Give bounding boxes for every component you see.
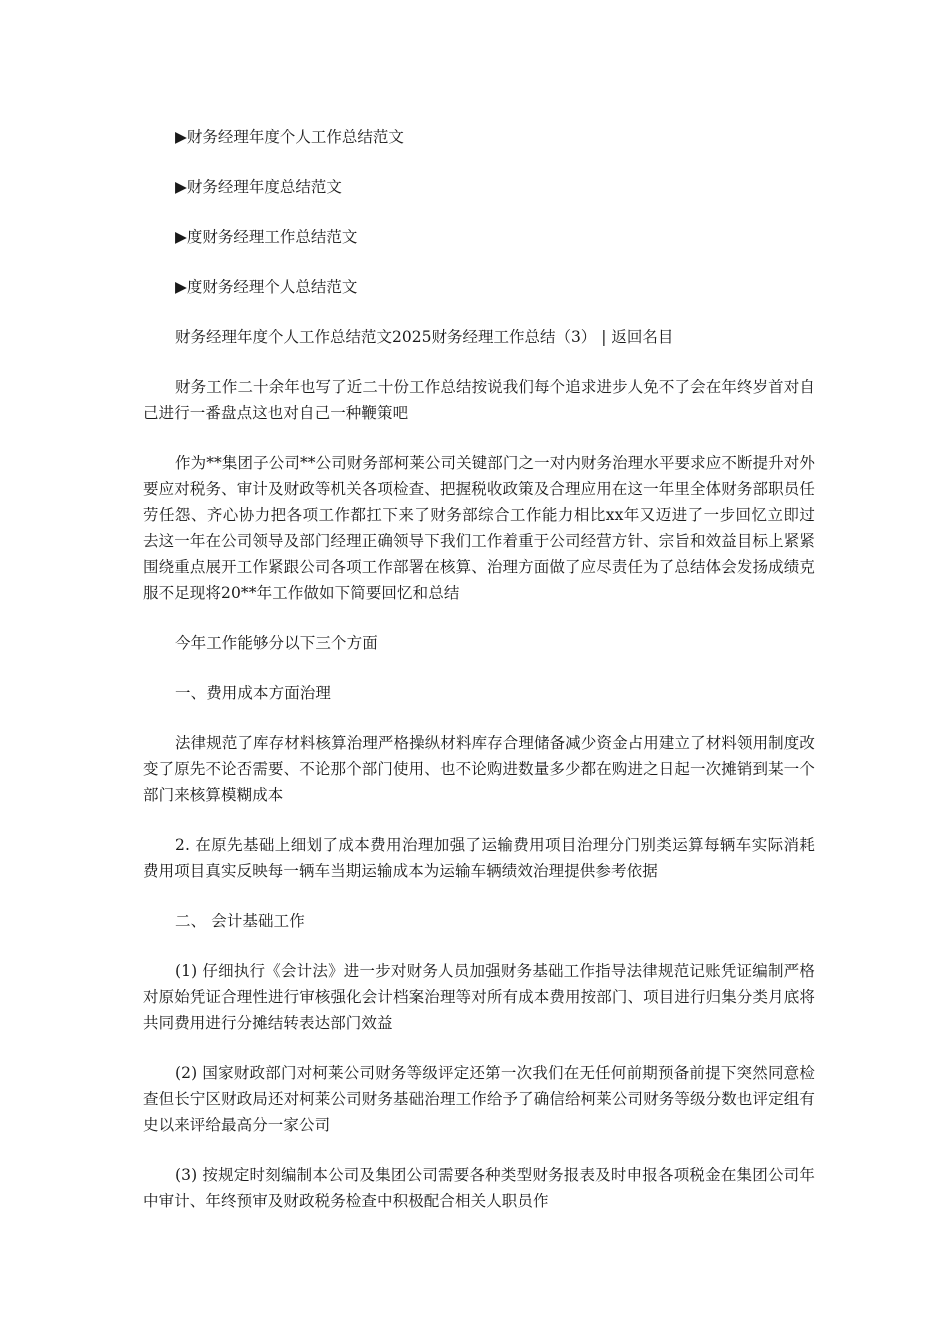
related-link[interactable]: ▶财务经理年度总结范文 xyxy=(175,178,342,196)
paragraph: 财务工作二十余年也写了近二十份工作总结按说我们每个追求进步人免不了会在年终岁首对自己进行一番盘点这也对自己一种鞭策吧 xyxy=(143,378,815,422)
paragraph: (2) 国家财政部门对柯莱公司财务等级评定还第一次我们在无任何前期预备前提下突然同意检查但长宁区财政局还对柯莱公司财务基础治理工作给予了确信给柯莱公司财务等级分数也评定组有史以来评给最高分一家公司 xyxy=(143,1064,815,1134)
related-link[interactable]: ▶度财务经理个人总结范文 xyxy=(175,278,358,296)
paragraph: 作为**集团子公司**公司财务部柯莱公司关键部门之一对内财务治理水平要求应不断提升对外要应对税务、审计及财政等机关各项检查、把握税收政策及合理应用在这一年里全体财务部职员任劳任怨、齐心协力把各项工作都扛下来了财务部综合工作能力相比xx年又迈进了一步回忆立即过去这一年在公司领导及部门经理正确领导下我们工作着重于公司经营方针、宗旨和效益目标上紧紧围绕重点展开工作紧跟公司各项工作部署在核算、治理方面做了应尽责任为了总结体会发扬成绩克服不足现将20**年工作做如下简要回忆和总结 xyxy=(143,454,815,602)
paragraph: 今年工作能够分以下三个方面 xyxy=(175,634,378,652)
paragraph: 2. 在原先基础上细划了成本费用治理加强了运输费用项目治理分门别类运算每辆车实际消耗费用项目真实反映每一辆车当期运输成本为运输车辆绩效治理提供参考依据 xyxy=(143,836,815,880)
back-to-contents-link[interactable]: 返回名目 xyxy=(611,328,674,346)
related-link[interactable]: ▶度财务经理工作总结范文 xyxy=(175,228,358,246)
related-link[interactable]: ▶财务经理年度个人工作总结范文 xyxy=(175,128,404,146)
related-link-item[interactable] xyxy=(143,224,815,250)
article-title: 财务经理年度个人工作总结范文2025财务经理工作总结（3） xyxy=(175,328,597,346)
paragraph: (1) 仔细执行《会计法》进一步对财务人员加强财务基础工作指导法律规范记账凭证编制严格对原始凭证合理性进行审核强化会计档案治理等对所有成本费用按部门、项目进行归集分类月底将共同费用进行分摊结转表达部门效益 xyxy=(143,962,815,1032)
nav-separator: | xyxy=(596,328,612,346)
article-nav-line xyxy=(143,324,815,350)
related-link-item[interactable] xyxy=(143,174,815,200)
related-link-item[interactable] xyxy=(143,274,815,300)
paragraph: 法律规范了库存材料核算治理严格操纵材料库存合理储备减少资金占用建立了材料领用制度改变了原先不论否需要、不论那个部门使用、也不论购进数量多少都在购进之日起一次摊销到某一个部门来核算模糊成本 xyxy=(143,734,815,804)
document-body xyxy=(143,124,815,1238)
related-link-item[interactable] xyxy=(143,124,815,150)
paragraph: (3) 按规定时刻编制本公司及集团公司需要各种类型财务报表及时申报各项税金在集团公司年中审计、年终预审及财政税务检查中积极配合相关人职员作 xyxy=(143,1166,815,1210)
section-heading: 二、 会计基础工作 xyxy=(175,912,305,930)
section-heading: 一、费用成本方面治理 xyxy=(175,684,332,702)
